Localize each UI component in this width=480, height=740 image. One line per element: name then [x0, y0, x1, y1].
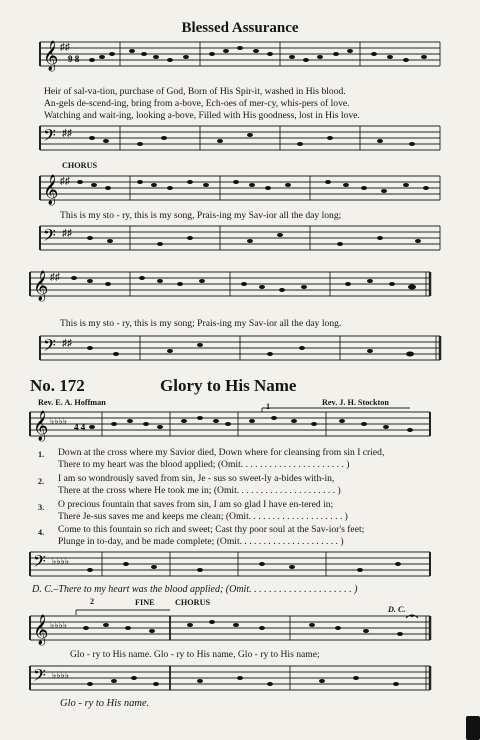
verse-number: 2.	[38, 477, 45, 486]
verse-line: There Je-sus saves me and keeps me clean; (Omit. . . . . . . . . . . . . . . . . . . . )	[58, 511, 348, 522]
music-staff	[30, 268, 430, 302]
svg-text:♯♯: ♯♯	[50, 272, 60, 283]
hymn-number: No. 172	[30, 376, 85, 395]
svg-text:𝄢: 𝄢	[43, 225, 56, 249]
hymn-title: Blessed Assurance	[181, 20, 299, 36]
hymn-composer: Rev. J. H. Stockton	[322, 398, 389, 407]
music-staff	[30, 662, 430, 696]
bass-lyric: Glo - ry to His name.	[60, 698, 150, 709]
svg-text:4 4: 4 4	[74, 422, 86, 432]
fine-mark: FINE	[135, 598, 155, 607]
svg-text:♭♭♭♭: ♭♭♭♭	[52, 556, 69, 566]
svg-text:𝄢: 𝄢	[43, 335, 56, 359]
chorus-line: This is my sto - ry, this is my song, Prais-ing my Sav-ior all the day long;	[60, 210, 342, 221]
chorus-line: This is my sto - ry, this is my song; Prais-ing my Sav-ior all the day long.	[60, 318, 342, 329]
verse-line: I am so wondrously saved from sin, Je - sus so sweet-ly a-bides with-in,	[58, 473, 335, 484]
verse-line: There to my heart was the blood applied; (Omit. . . . . . . . . . . . . . . . . . . . . . )	[58, 459, 350, 470]
verse-number: 1.	[38, 450, 45, 459]
svg-text:♯♯: ♯♯	[60, 176, 70, 187]
svg-text:♯♯: ♯♯	[62, 128, 72, 139]
verse-line: Watching and wait-ing, looking a-bove, Filled with His goodness, lost in His love.	[44, 110, 360, 121]
svg-text:𝄞: 𝄞	[33, 411, 49, 441]
chorus-label: CHORUS	[62, 161, 98, 170]
svg-text:𝄢: 𝄢	[43, 125, 56, 149]
svg-text:♭♭♭♭: ♭♭♭♭	[50, 416, 67, 426]
svg-text:𝄢: 𝄢	[33, 551, 46, 575]
music-staff	[40, 122, 440, 156]
dc-line: D. C.–There to my heart was the blood applied; (Omit. . . . . . . . . . . . . . . . . . . . . )	[32, 584, 358, 595]
hymn-author: Rev. E. A. Hoffman	[38, 398, 106, 407]
music-staff	[40, 222, 440, 256]
chorus-label: CHORUS	[175, 598, 211, 607]
verse-line: Heir of sal-va-tion, purchase of God, Born of His Spir-it, washed in His blood.	[44, 86, 346, 97]
svg-text:𝄞: 𝄞	[43, 175, 59, 205]
svg-text:♯♯: ♯♯	[62, 228, 72, 239]
svg-text:𝄞: 𝄞	[33, 271, 49, 301]
verse-line: Come to this fountain so rich and sweet; Cast thy poor soul at the Sav-ior's feet;	[58, 524, 365, 535]
svg-text:𝄞: 𝄞	[33, 615, 49, 645]
svg-text:𝄢: 𝄢	[33, 665, 46, 689]
verse-number: 3.	[38, 503, 45, 512]
measure-mark: 2	[90, 597, 95, 606]
verse-line: Plunge in to-day, and be made complete; (Omit. . . . . . . . . . . . . . . . . . . . . )	[58, 536, 344, 547]
music-staff	[30, 408, 430, 442]
svg-text:𝄞: 𝄞	[43, 41, 59, 71]
hymn-title: Glory to His Name	[160, 376, 297, 395]
music-staff	[30, 548, 430, 582]
music-staff	[30, 612, 430, 646]
verse-line: There at the cross where He took me in; (Omit. . . . . . . . . . . . . . . . . . . . . )	[58, 485, 341, 496]
verse-line: O precious fountain that saves from sin, I am so glad I have en-tered in;	[58, 499, 334, 510]
svg-text:♯♯: ♯♯	[62, 338, 72, 349]
verse-number: 4.	[38, 528, 45, 537]
svg-text:9 8: 9 8	[68, 54, 80, 64]
dc-mark: D. C.	[388, 605, 406, 614]
svg-text:♭♭♭♭: ♭♭♭♭	[50, 620, 67, 630]
music-staff	[40, 38, 440, 78]
verse-line: An-gels de-scend-ing, bring from a-bove, Ech-oes of mer-cy, whis-pers of love.	[44, 98, 350, 109]
music-staff	[40, 172, 440, 206]
verse-line: Down at the cross where my Savior died, Down where for cleansing from sin I cried,	[58, 447, 385, 458]
svg-text:♭♭♭♭: ♭♭♭♭	[52, 670, 69, 680]
svg-text:♯♯: ♯♯	[60, 42, 70, 53]
chorus-line: Glo - ry to His name. Glo - ry to His name, Glo - ry to His name;	[70, 649, 320, 660]
music-staff	[40, 332, 440, 366]
page-corner-mark	[466, 716, 480, 740]
measure-mark: 1	[266, 402, 271, 411]
